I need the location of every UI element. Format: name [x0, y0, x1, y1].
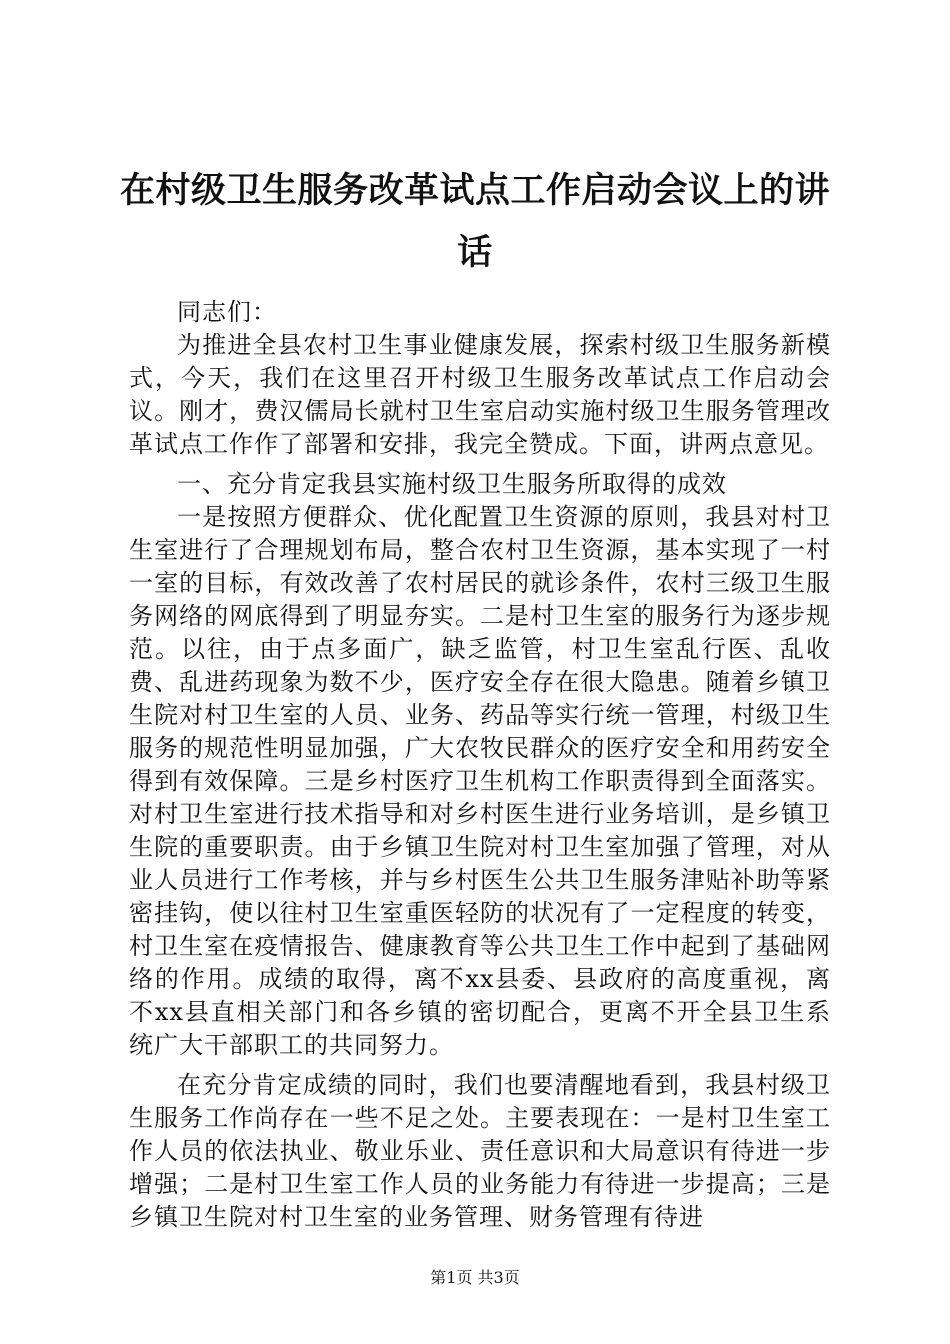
intro-paragraph: 为推进全县农村卫生事业健康发展，探索村级卫生服务新模式，今天，我们在这里召开村级卫生服务改革试点工作启动会议。刚才，费汉儒局长就村卫生室启动实施村级卫生服务管理改革试点工作作了部署和安排，我完全赞成。下面，讲两点意见。	[129, 331, 831, 458]
achievements-paragraph: 一是按照方便群众、优化配置卫生资源的原则，我县对村卫生室进行了合理规划布局，整合农村卫生资源，基本实现了一村一室的目标，有效改善了农村居民的就诊条件，农村三级卫生服务网络的网底得到了明显夯实。二是村卫生室的服务行为逐步规范。以往，由于点多面广，缺乏监管，村卫生室乱行医、乱收费、乱进药现象为数不少，医疗安全存在很大隐患。随着乡镇卫生院对村卫生室的人员、业务、药品等实行统一管理，村级卫生服务的规范性明显加强，广大农牧民群众的医疗安全和用药安全得到有效保障。三是乡村医疗卫生机构工作职责得到全面落实。对村卫生室进行技术指导和对乡村医生进行业务培训，是乡镇卫生院的重要职责。由于乡镇卫生院对村卫生室加强了管理，对从业人员进行工作考核，并与乡村医生公共卫生服务津贴补助等紧密挂钩，使以往村卫生室重医轻防的状况有了一定程度的转变，村卫生室在疫情报告、健康教育等公共卫生工作中起到了基础网络的作用。成绩的取得，离不xx县委、县政府的高度重视，离不xx县直相关部门和各乡镇的密切配合，更离不开全县卫生系统广大干部职工的共同努力。	[129, 503, 831, 1059]
page-number-footer: 第1页 共3页	[430, 1268, 520, 1287]
document-title: 在村级卫生服务改革试点工作启动会议上的讲话	[120, 170, 831, 273]
document-body	[129, 296, 831, 1234]
salutation-paragraph: 同志们：	[177, 298, 277, 326]
shortcomings-paragraph: 在充分肯定成绩的同时，我们也要清醒地看到，我县村级卫生服务工作尚存在一些不足之处。主要表现在：一是村卫生室工作人员的依法执业、敬业乐业、责任意识和大局意识有待进一步增强；二是村卫生室工作人员的业务能力有待进一步提高；三是乡镇卫生院对村卫生室的业务管理、财务管理有待进	[129, 1071, 831, 1231]
section-heading: 一、充分肯定我县实施村级卫生服务所取得的成效	[177, 470, 727, 498]
